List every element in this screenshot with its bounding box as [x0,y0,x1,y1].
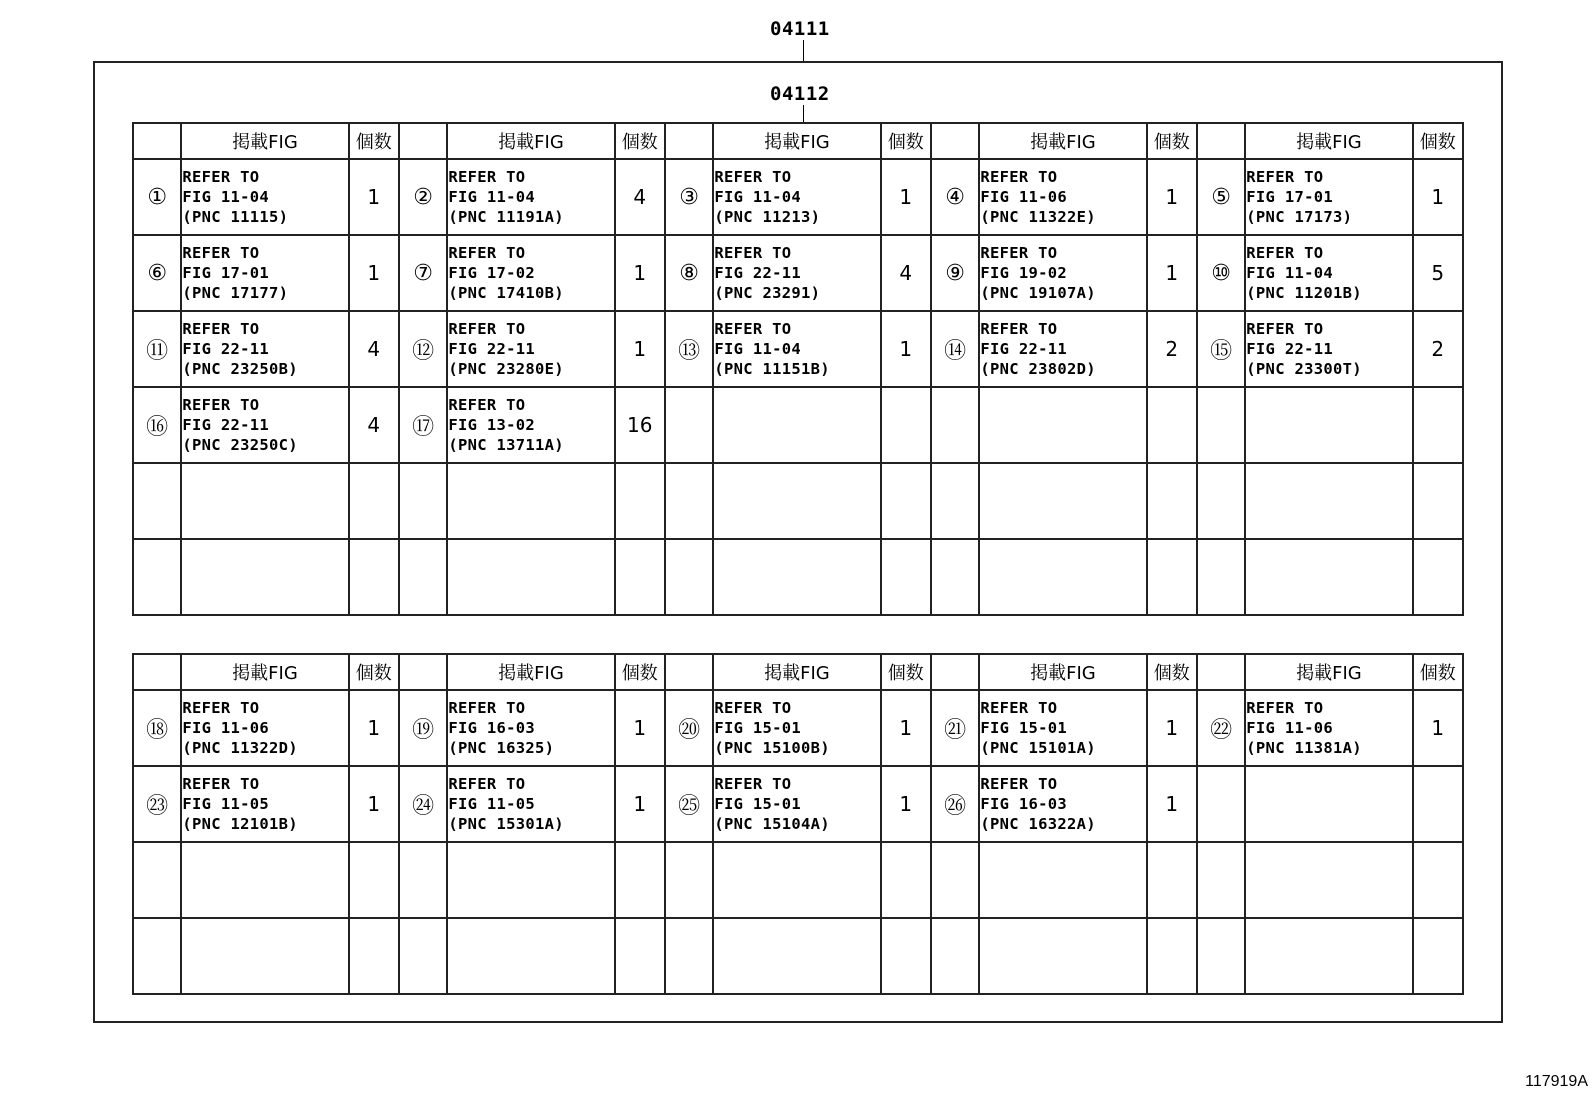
reference-line: REFER TO [980,699,1058,717]
quantity: 1 [615,311,665,387]
fig-reference [1245,235,1412,311]
quantity: 1 [1413,159,1463,235]
reference-line: (PNC 16325) [448,739,555,757]
fig-reference [979,159,1146,235]
callout-number: ③ [665,159,713,235]
header-qty: 個数 [1413,123,1463,159]
header-qty: 個数 [615,654,665,690]
quantity: 1 [349,235,399,311]
fig-reference [979,918,1146,994]
reference-line: (PNC 13711A) [448,436,564,454]
callout-number [1197,842,1245,918]
quantity [349,463,399,539]
table-row [133,842,1463,918]
callout-number: ⑲ [399,690,447,766]
callout-number: ⑥ [133,235,181,311]
callout-number [931,842,979,918]
header-fig: 掲載FIG [447,654,614,690]
quantity: 1 [1147,690,1197,766]
reference-line: REFER TO [980,320,1058,338]
table-header-row [133,123,1463,159]
reference-line: REFER TO [980,168,1058,186]
callout-number: ㉒ [1197,690,1245,766]
callout-number: ㉕ [665,766,713,842]
reference-line: FIG 15-01 [980,719,1067,737]
fig-reference [181,463,348,539]
fig-reference [713,235,880,311]
fig-reference [1245,766,1412,842]
inner-leader-line [803,105,804,122]
table-row [133,690,1463,766]
fig-reference [181,766,348,842]
reference-line: (PNC 23291) [714,284,821,302]
fig-reference [1245,842,1412,918]
reference-line: (PNC 11213) [714,208,821,226]
header-qty: 個数 [615,123,665,159]
outer-assembly-label: 04111 [770,18,830,40]
header-qty: 個数 [881,654,931,690]
callout-number: ⑬ [665,311,713,387]
reference-line: FIG 22-11 [714,264,802,282]
callout-number: ⑯ [133,387,181,463]
reference-line: REFER TO [1246,244,1324,262]
quantity: 1 [881,690,931,766]
fig-reference [713,387,880,463]
header-num-cell [133,123,181,159]
reference-line: FIG 22-11 [448,340,536,358]
fig-reference [447,311,614,387]
quantity [1413,463,1463,539]
callout-number [399,463,447,539]
fig-reference [1245,463,1412,539]
fig-reference [181,387,348,463]
reference-line: (PNC 19107A) [980,284,1096,302]
header-num-cell [665,654,713,690]
header-num-cell [1197,654,1245,690]
callout-number [665,539,713,615]
table-row [133,539,1463,615]
reference-line: REFER TO [980,775,1058,793]
quantity [1147,539,1197,615]
header-fig: 掲載FIG [979,123,1146,159]
quantity [1413,766,1463,842]
fig-reference [979,690,1146,766]
callout-number [1197,463,1245,539]
header-fig: 掲載FIG [979,654,1146,690]
fig-reference [447,766,614,842]
quantity [881,918,931,994]
reference-line: (PNC 16322A) [980,815,1096,833]
header-num-cell [931,654,979,690]
quantity [1413,918,1463,994]
reference-line: FIG 11-04 [1246,264,1333,282]
fig-reference [447,235,614,311]
reference-line: (PNC 11322D) [182,739,298,757]
reference-line: REFER TO [714,699,792,717]
reference-line: REFER TO [1246,168,1324,186]
header-fig: 掲載FIG [1245,123,1412,159]
quantity: 5 [1413,235,1463,311]
callout-number [665,918,713,994]
fig-reference [447,463,614,539]
header-qty: 個数 [349,123,399,159]
fig-reference [713,918,880,994]
reference-line: (PNC 17177) [182,284,289,302]
reference-line: REFER TO [714,244,792,262]
quantity [1413,387,1463,463]
header-fig: 掲載FIG [447,123,614,159]
fig-reference [181,311,348,387]
callout-number [133,539,181,615]
reference-line: (PNC 15301A) [448,815,564,833]
reference-line: FIG 15-01 [714,795,802,813]
quantity: 1 [349,159,399,235]
table-row [133,766,1463,842]
quantity: 1 [1147,766,1197,842]
table-row [133,387,1463,463]
reference-line: (PNC 23300T) [1246,360,1362,378]
callout-number [399,918,447,994]
header-fig: 掲載FIG [1245,654,1412,690]
quantity: 1 [349,690,399,766]
reference-line: (PNC 11191A) [448,208,564,226]
callout-number: ⑭ [931,311,979,387]
quantity [1147,387,1197,463]
reference-line: FIG 11-06 [182,719,270,737]
quantity: 1 [1413,690,1463,766]
reference-line: REFER TO [182,168,260,186]
reference-line: FIG 17-01 [1246,188,1333,206]
quantity [349,918,399,994]
header-num-cell [1197,123,1245,159]
quantity: 16 [615,387,665,463]
reference-line: FIG 22-11 [182,416,270,434]
callout-number: ⑨ [931,235,979,311]
header-fig: 掲載FIG [713,123,880,159]
fig-reference [447,159,614,235]
fig-reference [181,539,348,615]
callout-number [665,387,713,463]
callout-number [665,842,713,918]
fig-reference [713,539,880,615]
reference-line: REFER TO [1246,320,1324,338]
callout-number: ⑫ [399,311,447,387]
callout-number: ⑳ [665,690,713,766]
fig-reference [447,918,614,994]
reference-line: (PNC 23280E) [448,360,564,378]
callout-number: ㉔ [399,766,447,842]
callout-number [1197,539,1245,615]
fig-reference [1245,387,1412,463]
reference-line: FIG 11-04 [182,188,270,206]
callout-number [133,842,181,918]
fig-reference [979,539,1146,615]
header-qty: 個数 [1147,123,1197,159]
reference-line: (PNC 11115) [182,208,289,226]
callout-number [399,842,447,918]
callout-number: ㉑ [931,690,979,766]
reference-line: REFER TO [182,775,260,793]
reference-line: FIG 13-02 [448,416,536,434]
fig-reference [1245,690,1412,766]
fig-reference [447,842,614,918]
reference-line: (PNC 23250C) [182,436,298,454]
callout-number: ⑧ [665,235,713,311]
reference-line: REFER TO [182,320,260,338]
fig-reference [713,766,880,842]
fig-reference [979,766,1146,842]
reference-line: REFER TO [448,320,526,338]
reference-line: REFER TO [714,320,792,338]
quantity: 4 [615,159,665,235]
reference-line: FIG 19-02 [980,264,1067,282]
quantity: 1 [615,766,665,842]
reference-line: (PNC 15104A) [714,815,830,833]
callout-number: ⑦ [399,235,447,311]
callout-number: ⑰ [399,387,447,463]
reference-line: REFER TO [448,244,526,262]
reference-line: FIG 16-03 [980,795,1067,813]
quantity [1147,842,1197,918]
table-row [133,463,1463,539]
quantity: 1 [615,690,665,766]
reference-line: (PNC 17410B) [448,284,564,302]
reference-line: FIG 22-11 [980,340,1067,358]
reference-line: REFER TO [980,244,1058,262]
fig-reference [1245,539,1412,615]
fig-reference [979,463,1146,539]
header-fig: 掲載FIG [181,654,348,690]
fig-reference [447,690,614,766]
reference-line: REFER TO [448,775,526,793]
reference-line: (PNC 15101A) [980,739,1096,757]
callout-number [1197,387,1245,463]
callout-number [133,463,181,539]
callout-number: ㉓ [133,766,181,842]
quantity [615,918,665,994]
header-num-cell [399,123,447,159]
table-row [133,235,1463,311]
outer-leader-line [803,40,804,61]
table-row [133,311,1463,387]
callout-number: ⑩ [1197,235,1245,311]
callout-number [931,463,979,539]
callout-number: ⑮ [1197,311,1245,387]
quantity: 1 [881,159,931,235]
fig-reference [713,842,880,918]
reference-line: (PNC 11381A) [1246,739,1362,757]
quantity: 1 [881,766,931,842]
reference-line: FIG 11-06 [1246,719,1333,737]
fig-reference [1245,311,1412,387]
header-fig: 掲載FIG [181,123,348,159]
quantity [1413,842,1463,918]
fig-reference [181,235,348,311]
table-header-row [133,654,1463,690]
quantity [881,539,931,615]
reference-line: FIG 11-04 [714,340,802,358]
reference-line: (PNC 11151B) [714,360,830,378]
reference-line: FIG 17-02 [448,264,536,282]
reference-line: REFER TO [448,168,526,186]
callout-number [931,387,979,463]
quantity [615,463,665,539]
reference-line: REFER TO [182,699,260,717]
fig-reference [979,387,1146,463]
reference-line: (PNC 12101B) [182,815,298,833]
fig-reference [181,842,348,918]
reference-line: FIG 11-05 [182,795,270,813]
reference-line: FIG 11-04 [714,188,802,206]
callout-number [1197,766,1245,842]
header-qty: 個数 [881,123,931,159]
header-num-cell [133,654,181,690]
inner-assembly-label: 04112 [770,83,830,105]
fig-reference [181,159,348,235]
quantity: 1 [1147,235,1197,311]
quantity [1147,463,1197,539]
callout-number: ⑪ [133,311,181,387]
quantity: 1 [1147,159,1197,235]
fig-reference [979,311,1146,387]
reference-line: REFER TO [182,396,260,414]
reference-line: (PNC 23802D) [980,360,1096,378]
quantity [881,387,931,463]
quantity [349,842,399,918]
table-row [133,159,1463,235]
reference-line: FIG 11-04 [448,188,536,206]
reference-line: REFER TO [714,775,792,793]
quantity: 2 [1147,311,1197,387]
reference-line: (PNC 17173) [1246,208,1353,226]
callout-number: ④ [931,159,979,235]
header-qty: 個数 [349,654,399,690]
fig-reference [979,842,1146,918]
reference-line: REFER TO [448,699,526,717]
reference-line: REFER TO [182,244,260,262]
quantity: 4 [349,311,399,387]
callout-number: ㉖ [931,766,979,842]
callout-number: ⑤ [1197,159,1245,235]
quantity [1147,918,1197,994]
reference-line: REFER TO [448,396,526,414]
reference-line: (PNC 11322E) [980,208,1096,226]
parts-table-2 [132,653,1464,995]
callout-number [1197,918,1245,994]
fig-reference [713,159,880,235]
quantity [615,842,665,918]
quantity [615,539,665,615]
header-fig: 掲載FIG [713,654,880,690]
header-num-cell [665,123,713,159]
quantity: 1 [349,766,399,842]
fig-reference [713,690,880,766]
figure-code: 117919A [1525,1073,1588,1090]
callout-number: ② [399,159,447,235]
fig-reference [447,539,614,615]
reference-line: (PNC 15100B) [714,739,830,757]
reference-line: REFER TO [714,168,792,186]
fig-reference [181,690,348,766]
reference-line: FIG 11-06 [980,188,1067,206]
reference-line: FIG 22-11 [182,340,270,358]
fig-reference [181,918,348,994]
callout-number [665,463,713,539]
table-row [133,918,1463,994]
fig-reference [713,463,880,539]
callout-number: ⑱ [133,690,181,766]
callout-number [133,918,181,994]
fig-reference [1245,918,1412,994]
quantity [881,842,931,918]
quantity [1413,539,1463,615]
reference-line: FIG 16-03 [448,719,536,737]
reference-line: FIG 11-05 [448,795,536,813]
callout-number [931,539,979,615]
header-qty: 個数 [1413,654,1463,690]
callout-number [931,918,979,994]
fig-reference [713,311,880,387]
quantity: 1 [881,311,931,387]
reference-line: FIG 22-11 [1246,340,1333,358]
reference-line: FIG 15-01 [714,719,802,737]
fig-reference [1245,159,1412,235]
callout-number [399,539,447,615]
reference-line: FIG 17-01 [182,264,270,282]
header-qty: 個数 [1147,654,1197,690]
header-num-cell [399,654,447,690]
quantity [881,463,931,539]
fig-reference [979,235,1146,311]
parts-table-1 [132,122,1464,616]
header-num-cell [931,123,979,159]
reference-line: (PNC 23250B) [182,360,298,378]
fig-reference [447,387,614,463]
quantity: 1 [615,235,665,311]
callout-number: ① [133,159,181,235]
reference-line: REFER TO [1246,699,1324,717]
quantity: 4 [349,387,399,463]
reference-line: (PNC 11201B) [1246,284,1362,302]
quantity: 2 [1413,311,1463,387]
quantity [349,539,399,615]
quantity: 4 [881,235,931,311]
